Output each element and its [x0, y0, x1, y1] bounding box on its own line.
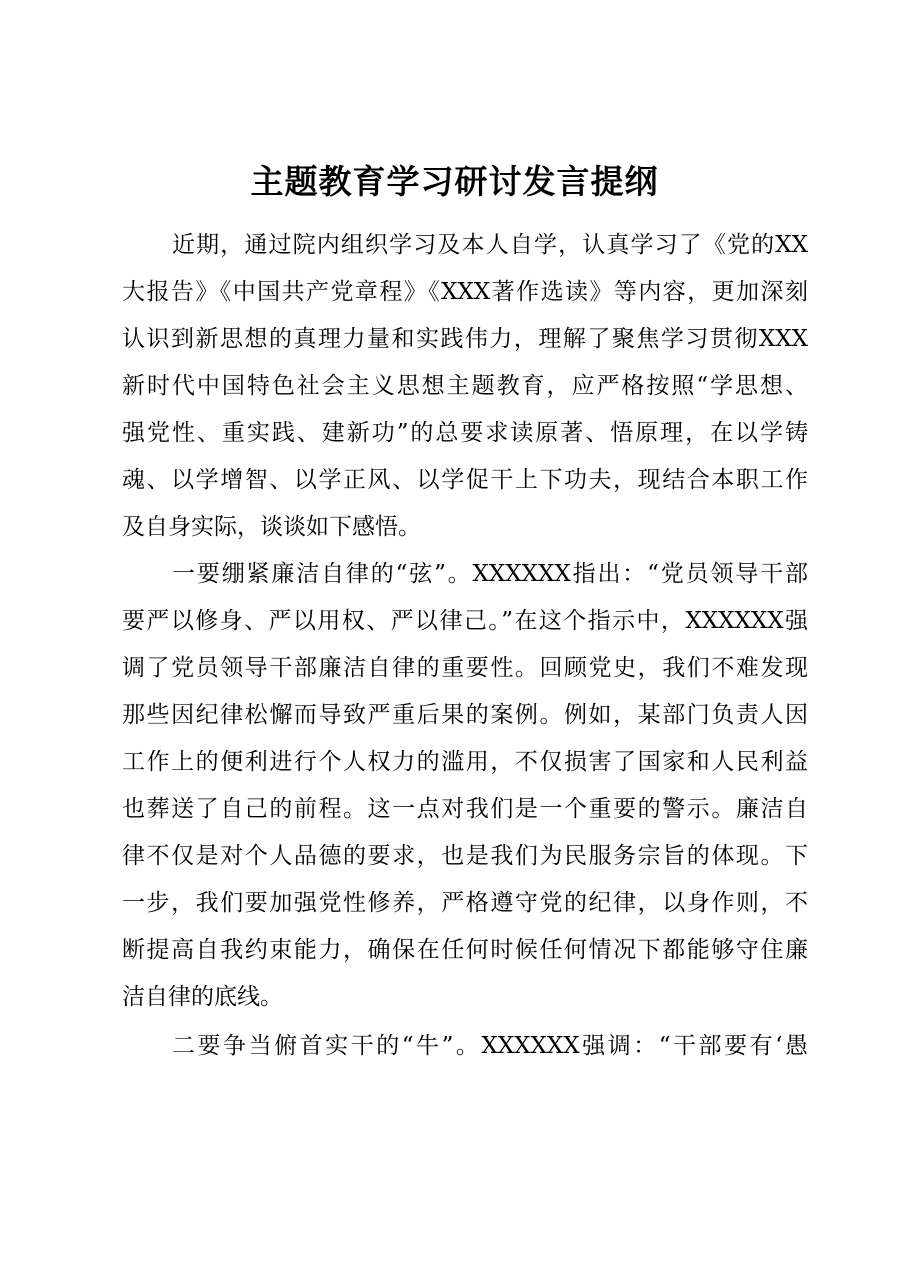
paragraph-line: 一要绷紧廉洁自律的“弦”。XXXXXX指出：“党员领导干部: [172, 561, 808, 587]
paragraph-line: 及自身实际，谈谈如下感悟。: [122, 514, 421, 540]
paragraph-line: 洁自律的底线。: [122, 984, 283, 1010]
paragraph-line: 也葬送了自己的前程。这一点对我们是一个重要的警示。廉洁自: [122, 796, 808, 822]
document-title: 主题教育学习研讨发言提纲: [250, 162, 659, 201]
paragraph-line: 调了党员领导干部廉洁自律的重要性。回顾党史，我们不难发现: [122, 655, 808, 681]
paragraph-2: [122, 551, 808, 1021]
paragraph-line: 断提高自我约束能力，确保在任何时候任何情况下都能够守住廉: [122, 937, 808, 963]
paragraph-line: 工作上的便利进行个人权力的滥用，不仅损害了国家和人民利益: [122, 749, 808, 775]
paragraph-line: 近期，通过院内组织学习及本人自学，认真学习了《党的XX: [172, 232, 808, 258]
paragraph-line: 那些因纪律松懈而导致严重后果的案例。例如，某部门负责人因: [122, 702, 808, 728]
paragraph-line: 新时代中国特色社会主义思想主题教育，应严格按照“学思想、: [122, 373, 808, 399]
paragraph-line: 大报告》《中国共产党章程》《XXX著作选读》等内容，更加深刻: [122, 279, 808, 305]
paragraph-line: 魂、以学增智、以学正风、以学促干上下功夫，现结合本职工作: [122, 467, 808, 493]
paragraph-line: 强党性、重实践、建新功”的总要求读原著、悟原理，在以学铸: [122, 420, 808, 446]
paragraph-3: [122, 1023, 808, 1070]
paragraph-1: [122, 222, 808, 551]
paragraph-line: 律不仅是对个人品德的要求，也是我们为民服务宗旨的体现。下: [122, 843, 808, 869]
paragraph-line: 二要争当俯首实干的“牛”。XXXXXX强调：“干部要有‘愚: [172, 1033, 808, 1059]
document-body: [122, 222, 808, 1070]
paragraph-line: 要严以修身、严以用权、严以律己。”在这个指示中，XXXXXX强: [122, 608, 808, 634]
paragraph-line: 一步，我们要加强党性修养，严格遵守党的纪律，以身作则，不: [122, 890, 808, 916]
paragraph-line: 认识到新思想的真理力量和实践伟力，理解了聚焦学习贯彻XXX: [122, 326, 808, 352]
